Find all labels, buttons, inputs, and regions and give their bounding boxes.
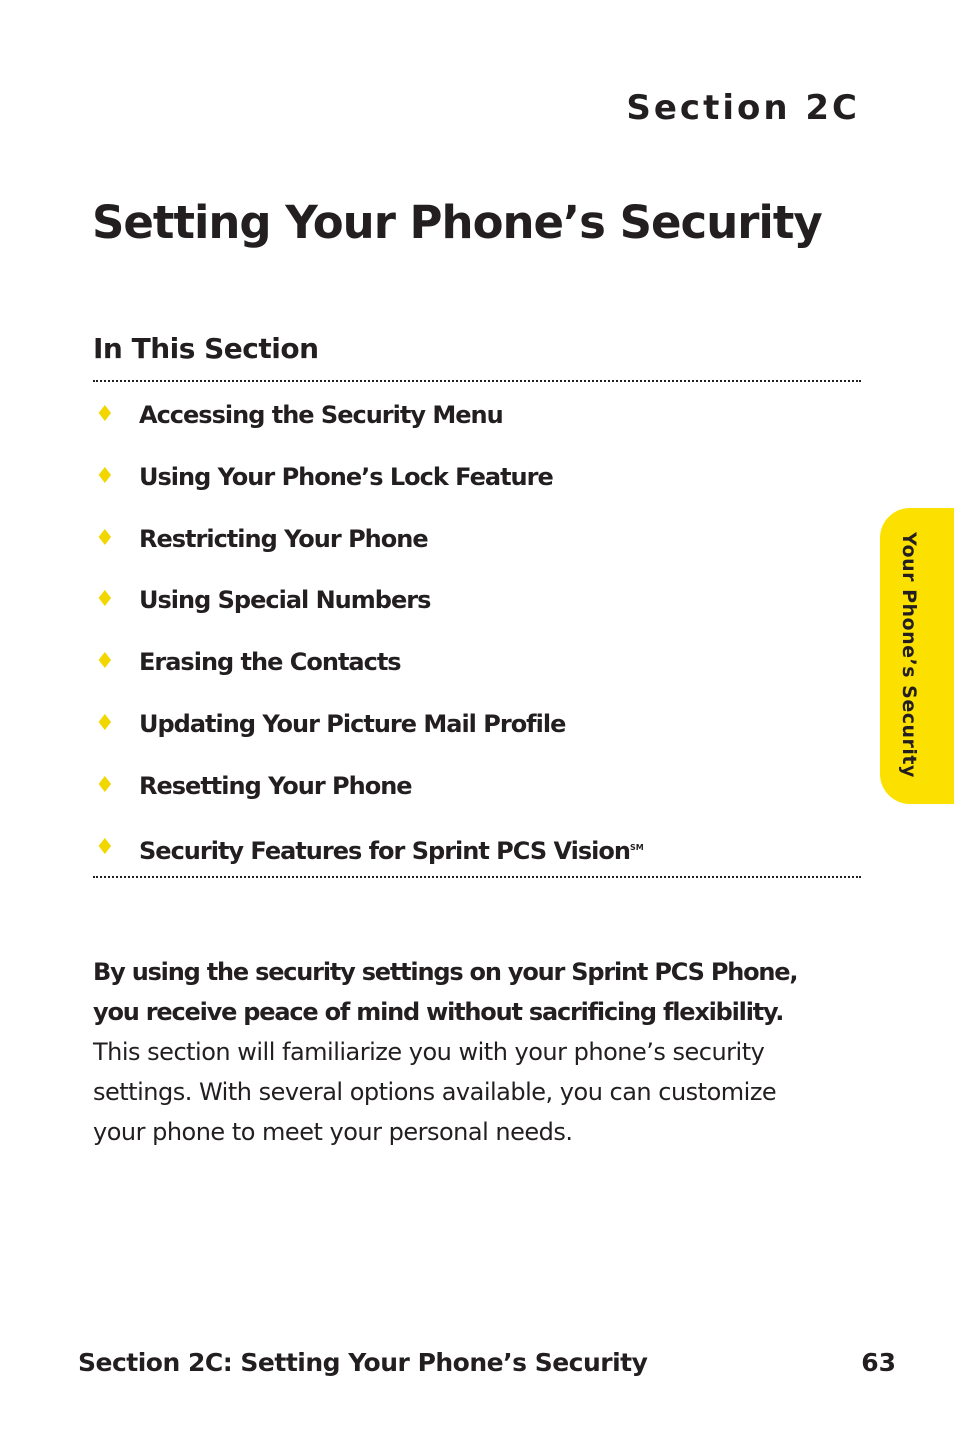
service-mark: SM	[629, 842, 644, 852]
list-item[interactable]	[95, 519, 644, 581]
footer-title: Section 2C: Setting Your Phone’s Security	[78, 1348, 648, 1377]
diamond-bullet-icon: ♦	[95, 772, 114, 798]
diamond-bullet-icon: ♦	[95, 834, 114, 860]
page-number: 63	[861, 1348, 896, 1377]
dotted-divider-top	[93, 380, 861, 382]
list-item[interactable]	[95, 704, 644, 766]
intro-paragraph	[93, 952, 823, 1152]
dotted-divider-bottom	[93, 876, 861, 878]
list-item[interactable]	[95, 642, 644, 704]
section-contents-list	[95, 395, 644, 889]
intro-body: This section will familiarize you with your phone’s security settings. With several options available, you can customize your phone to meet your personal needs.	[93, 1038, 777, 1146]
list-item-label: Updating Your Picture Mail Profile	[139, 709, 566, 738]
list-item[interactable]	[95, 580, 644, 642]
diamond-bullet-icon: ♦	[95, 649, 114, 675]
list-item[interactable]	[95, 828, 644, 890]
list-item-label	[139, 828, 644, 871]
diamond-bullet-icon: ♦	[95, 587, 114, 613]
in-this-section-heading: In This Section	[93, 332, 319, 365]
intro-lead: By using the security settings on your Sprint PCS Phone, you receive peace of mind without sacrificing flexibility.	[93, 958, 798, 1026]
diamond-bullet-icon: ♦	[95, 402, 114, 427]
list-item-label: Using Special Numbers	[139, 586, 431, 615]
list-item-label: Accessing the Security Menu	[139, 401, 503, 429]
section-label: Section 2C	[626, 88, 860, 128]
list-item-label: Erasing the Contacts	[139, 648, 401, 677]
list-item[interactable]	[95, 766, 644, 828]
list-item[interactable]	[95, 457, 644, 519]
diamond-bullet-icon: ♦	[95, 463, 114, 489]
side-tab-label: Your Phone’s Security	[898, 532, 920, 778]
list-item-label: Resetting Your Phone	[139, 771, 412, 800]
page-title: Setting Your Phone’s Security	[92, 196, 822, 249]
diamond-bullet-icon: ♦	[95, 525, 114, 551]
list-item-label: Restricting Your Phone	[139, 524, 428, 553]
diamond-bullet-icon: ♦	[95, 710, 114, 736]
list-item-label: Using Your Phone’s Lock Feature	[139, 462, 553, 491]
list-item-text: Security Features for Sprint PCS Vision	[139, 836, 630, 865]
list-item[interactable]	[95, 395, 644, 457]
